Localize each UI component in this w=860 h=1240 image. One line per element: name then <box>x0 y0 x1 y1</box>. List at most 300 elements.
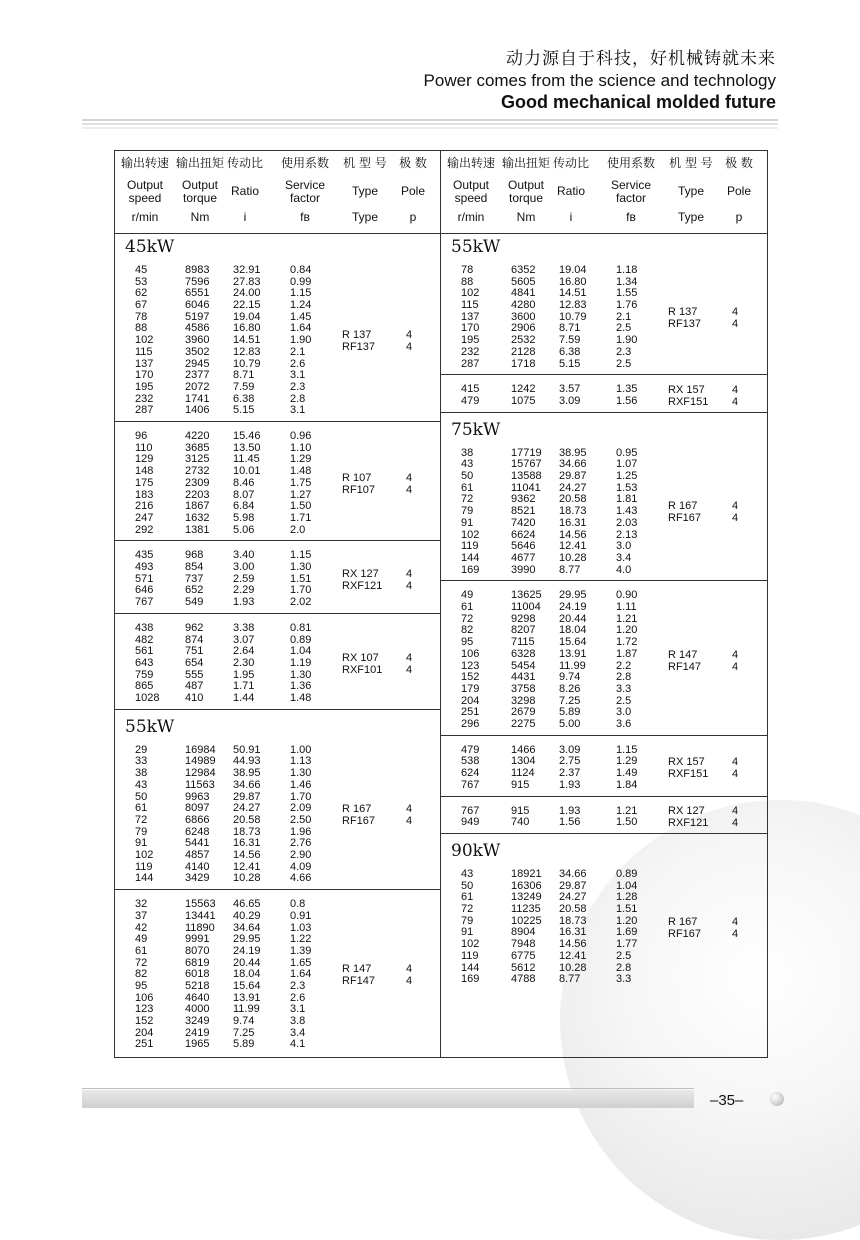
output-torque: 4586 <box>185 322 210 335</box>
ratio: 1.56 <box>559 816 581 829</box>
group-divider <box>115 421 440 422</box>
output-speed: 45 <box>135 264 148 276</box>
service-factor: 1.81 <box>616 493 638 506</box>
model-type-line: R 167 <box>668 915 698 928</box>
col-header-sym: Type <box>351 210 378 224</box>
header-slogan-bold: Good mechanical molded future <box>500 92 776 112</box>
output-torque: 3600 <box>511 310 536 323</box>
output-torque: 1867 <box>185 500 210 513</box>
output-speed: 482 <box>135 633 154 646</box>
ratio: 46.65 <box>233 898 261 911</box>
model-type <box>342 803 375 827</box>
model-type-line: RF147 <box>342 975 376 988</box>
output-torque: 2906 <box>511 322 536 335</box>
ratio: 10.28 <box>233 872 261 885</box>
service-factor: 2.5 <box>616 949 632 962</box>
service-factor: 3.8 <box>290 1015 306 1028</box>
page-header <box>424 48 776 113</box>
output-torque: 7948 <box>511 938 536 951</box>
service-factor: 1.36 <box>290 680 312 693</box>
service-factor: 1.69 <box>616 926 638 939</box>
service-factor: 1.70 <box>290 584 312 597</box>
output-torque: 4220 <box>185 430 210 443</box>
service-factor: 3.1 <box>290 1003 306 1016</box>
output-torque: 555 <box>185 668 204 681</box>
service-factor: 1.11 <box>616 601 637 614</box>
col-header-cn: 机 型 号 <box>343 156 387 170</box>
pole-value: 4 <box>406 651 413 664</box>
output-speed: 175 <box>135 476 154 489</box>
model-type <box>668 756 708 780</box>
service-factor: 2.1 <box>290 345 306 358</box>
col-header-cn: 输出扭矩 <box>175 156 224 170</box>
service-factor: 0.89 <box>290 633 312 646</box>
ratio: 2.59 <box>233 572 255 585</box>
pole-value: 4 <box>406 803 413 815</box>
ratio: 29.87 <box>559 879 587 892</box>
ratio: 34.66 <box>559 458 587 471</box>
service-factor: 2.90 <box>290 848 312 861</box>
output-torque: 6775 <box>511 949 536 962</box>
output-torque: 16984 <box>185 743 216 756</box>
output-speed: 183 <box>135 488 154 501</box>
output-speed: 247 <box>135 511 154 524</box>
service-factor: 1.76 <box>616 299 638 312</box>
output-speed: 82 <box>135 968 148 981</box>
col-header-en: Ratio <box>556 184 585 198</box>
ratio: 24.27 <box>559 481 587 494</box>
col-header-en: Type <box>677 184 704 198</box>
model-type-line: RF167 <box>668 512 702 525</box>
ratio: 13.50 <box>233 441 261 454</box>
service-factor: 1.13 <box>290 755 312 768</box>
service-factor: 1.77 <box>616 938 638 951</box>
model-type-line: R 167 <box>342 803 372 815</box>
service-factor: 1.30 <box>290 561 312 574</box>
ratio: 5.89 <box>233 1038 255 1051</box>
ratio: 7.59 <box>233 380 255 393</box>
output-torque: 8207 <box>511 624 536 637</box>
pole-value: 4 <box>406 483 413 496</box>
ratio: 5.15 <box>559 357 581 370</box>
ratio: 7.25 <box>233 1026 255 1039</box>
service-factor: 1.30 <box>290 668 312 681</box>
output-speed: 1028 <box>135 692 160 705</box>
group-divider <box>441 735 767 736</box>
pole-value: 4 <box>732 396 739 408</box>
pole-value: 4 <box>732 512 739 525</box>
output-speed: 123 <box>461 659 480 672</box>
output-speed: 61 <box>135 802 148 815</box>
ratio: 8.71 <box>233 369 255 382</box>
output-speed: 767 <box>135 596 154 609</box>
output-speed: 38 <box>135 767 148 780</box>
model-type-line: R 167 <box>668 500 698 513</box>
output-speed: 571 <box>135 572 154 585</box>
output-torque: 487 <box>185 680 204 693</box>
ratio: 10.01 <box>233 465 261 478</box>
model-type-line: R 147 <box>342 963 372 976</box>
group-divider <box>441 374 767 375</box>
ratio: 8.71 <box>559 322 581 335</box>
output-torque: 9991 <box>185 933 210 946</box>
output-speed: 169 <box>461 973 480 986</box>
output-torque: 15767 <box>511 458 542 471</box>
output-speed: 88 <box>461 275 474 288</box>
service-factor: 2.3 <box>290 980 306 992</box>
model-type-line: RX 157 <box>668 756 705 769</box>
model-type-line: RF107 <box>342 483 376 496</box>
output-torque: 13441 <box>185 909 216 922</box>
ratio: 11.99 <box>233 1003 260 1016</box>
ratio: 29.95 <box>233 933 261 946</box>
ratio: 3.40 <box>233 549 255 562</box>
service-factor: 2.3 <box>616 345 632 358</box>
output-speed: 759 <box>135 668 154 681</box>
service-factor: 1.43 <box>616 505 638 518</box>
col-header-cn: 传动比 <box>226 156 263 170</box>
service-factor: 3.1 <box>290 404 306 417</box>
output-speed: 137 <box>461 310 480 323</box>
ratio: 24.19 <box>559 601 587 614</box>
output-speed: 43 <box>461 868 474 880</box>
output-torque: 1718 <box>511 357 536 370</box>
pole-count <box>406 329 412 353</box>
service-factor: 1.72 <box>616 636 638 649</box>
output-speed: 148 <box>135 465 154 478</box>
output-torque: 3249 <box>185 1015 210 1028</box>
output-speed: 179 <box>461 682 480 695</box>
output-speed: 43 <box>461 458 474 471</box>
pole-value: 4 <box>732 500 739 513</box>
col-header-cn: 输出转速 <box>446 156 495 170</box>
service-factor: 2.5 <box>616 357 632 370</box>
service-factor: 1.50 <box>290 500 312 513</box>
service-factor: 1.04 <box>616 879 638 892</box>
column-divider <box>440 151 441 1057</box>
ratio: 12.83 <box>233 345 261 358</box>
output-speed: 561 <box>135 645 154 658</box>
service-factor: 2.76 <box>290 837 312 850</box>
output-speed: 144 <box>461 551 480 564</box>
output-torque: 3960 <box>185 334 210 347</box>
section-divider <box>115 709 440 710</box>
output-torque: 4788 <box>511 973 536 986</box>
output-speed: 195 <box>135 380 154 393</box>
ratio: 18.73 <box>233 825 261 838</box>
ratio: 44.93 <box>233 755 261 768</box>
ratio: 6.84 <box>233 500 255 513</box>
ratio: 20.58 <box>233 813 261 826</box>
service-factor: 1.29 <box>616 755 638 768</box>
output-torque: 915 <box>511 804 530 817</box>
model-type <box>342 329 375 353</box>
output-torque: 962 <box>185 621 204 634</box>
output-speed: 91 <box>461 516 474 529</box>
output-torque: 968 <box>185 549 204 562</box>
pole-value: 4 <box>732 756 739 769</box>
pole-count <box>732 756 738 780</box>
col-header-sym: i <box>569 210 573 224</box>
ratio: 16.31 <box>233 837 261 850</box>
service-factor: 1.90 <box>290 334 312 347</box>
output-speed: 38 <box>461 446 474 459</box>
ratio: 2.64 <box>233 645 255 658</box>
service-factor: 1.34 <box>616 275 638 288</box>
output-speed: 79 <box>461 914 474 927</box>
output-speed: 53 <box>135 275 148 288</box>
output-torque: 4841 <box>511 287 536 300</box>
output-speed: 61 <box>461 481 474 494</box>
model-type <box>668 649 701 673</box>
service-factor: 1.56 <box>616 394 638 407</box>
pole-value: 4 <box>732 648 739 661</box>
output-speed: 538 <box>461 755 480 768</box>
output-torque: 1124 <box>511 767 535 780</box>
service-factor: 1.96 <box>290 825 312 838</box>
output-torque: 654 <box>185 656 204 669</box>
output-speed: 435 <box>135 549 154 562</box>
ratio: 38.95 <box>559 446 587 459</box>
ratio: 14.51 <box>233 334 261 347</box>
output-torque: 6819 <box>185 956 210 969</box>
ratio: 8.07 <box>233 488 255 501</box>
output-torque: 2072 <box>185 380 210 393</box>
service-factor: 3.4 <box>290 1026 306 1039</box>
output-torque: 11004 <box>511 601 541 614</box>
output-torque: 2203 <box>185 488 210 501</box>
output-speed: 119 <box>135 860 153 873</box>
output-speed: 78 <box>135 310 148 323</box>
pole-value: 4 <box>406 579 413 592</box>
output-torque: 17719 <box>511 446 542 459</box>
output-torque: 18921 <box>511 868 542 880</box>
ratio: 20.58 <box>559 903 587 916</box>
ratio: 1.93 <box>559 778 581 791</box>
pole-value: 4 <box>406 975 413 988</box>
output-speed: 865 <box>135 680 154 693</box>
col-header-en: Service factor <box>284 178 325 205</box>
service-factor: 4.66 <box>290 872 312 885</box>
ratio: 8.77 <box>559 563 581 576</box>
ratio: 29.87 <box>559 470 587 483</box>
model-type-line: RXF151 <box>668 768 709 781</box>
service-factor: 1.00 <box>290 743 312 756</box>
service-factor: 1.19 <box>290 656 312 669</box>
ratio: 10.79 <box>233 357 261 370</box>
model-type <box>342 472 375 496</box>
ratio: 13.91 <box>233 991 261 1004</box>
output-speed: 169 <box>461 563 480 576</box>
output-torque: 13588 <box>511 470 542 483</box>
output-torque: 6046 <box>185 299 210 312</box>
section-divider <box>441 833 767 834</box>
service-factor: 1.21 <box>616 612 638 625</box>
output-speed: 438 <box>135 621 154 634</box>
ratio: 20.44 <box>233 956 261 969</box>
service-factor: 3.6 <box>616 717 632 730</box>
pole-count <box>732 916 738 940</box>
model-type <box>342 963 375 987</box>
service-factor: 4.0 <box>616 563 632 576</box>
ratio: 3.57 <box>559 383 581 396</box>
model-type-line: RF137 <box>668 317 702 330</box>
ratio: 2.29 <box>233 584 255 597</box>
service-factor: 2.8 <box>616 961 632 974</box>
ratio: 9.74 <box>233 1015 255 1028</box>
output-speed: 49 <box>461 589 474 602</box>
specification-table <box>114 150 768 1058</box>
ratio: 12.41 <box>559 949 587 962</box>
output-torque: 16306 <box>511 879 542 892</box>
output-torque: 2419 <box>185 1026 210 1039</box>
header-rule <box>115 233 767 234</box>
ratio: 8.26 <box>559 682 581 695</box>
output-speed: 61 <box>461 891 474 904</box>
model-type <box>668 916 701 940</box>
pole-value: 4 <box>732 305 739 318</box>
ratio: 29.95 <box>559 589 587 602</box>
model-type-line: RXF121 <box>342 579 383 592</box>
model-type-line: R 107 <box>342 471 372 484</box>
service-factor: 3.3 <box>616 973 632 986</box>
output-torque: 1632 <box>185 511 210 524</box>
col-header-en: Type <box>351 184 378 198</box>
output-torque: 11235 <box>511 903 541 916</box>
output-torque: 5454 <box>511 659 536 672</box>
service-factor: 1.27 <box>290 488 312 501</box>
service-factor: 1.64 <box>290 322 312 335</box>
service-factor: 2.6 <box>290 357 306 370</box>
output-torque: 1242 <box>511 383 536 396</box>
output-speed: 50 <box>461 879 474 892</box>
service-factor: 0.95 <box>616 446 638 459</box>
service-factor: 1.53 <box>616 481 638 494</box>
group-divider <box>441 796 767 797</box>
output-speed: 72 <box>135 813 148 826</box>
output-torque: 5612 <box>511 961 536 974</box>
pole-count <box>406 568 412 592</box>
output-speed: 949 <box>461 816 480 829</box>
output-torque: 11890 <box>185 921 215 934</box>
service-factor: 2.6 <box>290 991 306 1004</box>
output-torque: 4280 <box>511 299 536 312</box>
service-factor: 0.89 <box>616 868 638 880</box>
ratio: 2.37 <box>559 767 581 780</box>
output-speed: 232 <box>135 392 154 405</box>
service-factor: 1.48 <box>290 692 312 705</box>
output-torque: 14989 <box>185 755 216 768</box>
output-speed: 152 <box>135 1015 154 1028</box>
pole-value: 4 <box>732 805 739 818</box>
model-type-line: RX 157 <box>668 384 705 396</box>
output-torque: 652 <box>185 584 204 597</box>
service-factor: 0.96 <box>290 430 312 443</box>
output-torque: 3990 <box>511 563 536 576</box>
service-factor: 1.21 <box>616 804 638 817</box>
output-speed: 767 <box>461 778 480 791</box>
output-torque: 6866 <box>185 813 210 826</box>
output-torque: 915 <box>511 778 530 791</box>
ratio: 10.28 <box>559 551 587 564</box>
service-factor: 1.50 <box>616 816 638 829</box>
model-type-line: RF167 <box>342 815 376 827</box>
ratio: 5.00 <box>559 717 581 730</box>
output-torque: 3685 <box>185 441 210 454</box>
service-factor: 1.48 <box>290 465 312 478</box>
output-torque: 9298 <box>511 612 536 625</box>
output-speed: 72 <box>461 612 474 625</box>
output-speed: 144 <box>461 961 480 974</box>
power-section-title: 55kW <box>125 716 175 737</box>
ratio: 1.93 <box>233 596 255 609</box>
service-factor: 2.50 <box>290 813 312 826</box>
output-speed: 79 <box>461 505 474 518</box>
col-header-sym: p <box>409 210 417 224</box>
section-divider <box>441 412 767 413</box>
output-torque: 1075 <box>511 394 536 407</box>
output-torque: 4000 <box>185 1003 210 1016</box>
service-factor: 2.8 <box>616 671 632 684</box>
output-speed: 102 <box>461 528 480 541</box>
ratio: 5.98 <box>233 511 255 524</box>
ratio: 19.04 <box>233 310 261 323</box>
col-header-cn: 使用系数 <box>280 156 329 170</box>
ratio: 38.95 <box>233 767 261 780</box>
ratio: 16.80 <box>233 322 261 335</box>
col-header-sym: r/min <box>457 210 485 224</box>
model-type-line: RXF151 <box>668 396 709 408</box>
service-factor: 2.13 <box>616 528 638 541</box>
power-section-title: 55kW <box>451 237 501 257</box>
output-speed: 195 <box>461 334 480 347</box>
output-torque: 6328 <box>511 647 536 660</box>
output-speed: 144 <box>135 872 154 885</box>
output-speed: 72 <box>461 903 474 916</box>
output-speed: 767 <box>461 804 480 817</box>
output-speed: 91 <box>461 926 474 939</box>
service-factor: 3.1 <box>290 369 306 382</box>
col-header-en: Output torque <box>181 178 219 205</box>
col-header-sym: Nm <box>516 210 536 224</box>
pole-count <box>732 649 738 673</box>
ratio: 11.45 <box>233 453 260 466</box>
ratio: 9.74 <box>559 671 581 684</box>
page-dot-icon <box>770 1092 784 1106</box>
output-speed: 106 <box>135 991 154 1004</box>
output-torque: 2128 <box>511 345 536 358</box>
ratio: 3.00 <box>233 561 255 574</box>
pole-value: 4 <box>732 660 739 673</box>
power-section-title: 90kW <box>451 841 501 861</box>
service-factor: 1.39 <box>290 944 312 957</box>
ratio: 18.04 <box>559 624 587 637</box>
ratio: 24.00 <box>233 287 261 300</box>
output-torque: 7420 <box>511 516 536 529</box>
model-type-line: R 147 <box>668 648 698 661</box>
service-factor: 1.45 <box>290 310 312 323</box>
output-speed: 102 <box>461 287 480 300</box>
output-torque: 751 <box>185 645 204 658</box>
ratio: 3.38 <box>233 621 255 634</box>
output-speed: 102 <box>461 938 480 951</box>
service-factor: 1.20 <box>616 914 638 927</box>
col-header-sym: fʙ <box>300 210 310 224</box>
output-speed: 152 <box>461 671 480 684</box>
service-factor: 0.90 <box>616 589 638 602</box>
output-torque: 2945 <box>185 357 210 370</box>
ratio: 3.09 <box>559 394 581 407</box>
